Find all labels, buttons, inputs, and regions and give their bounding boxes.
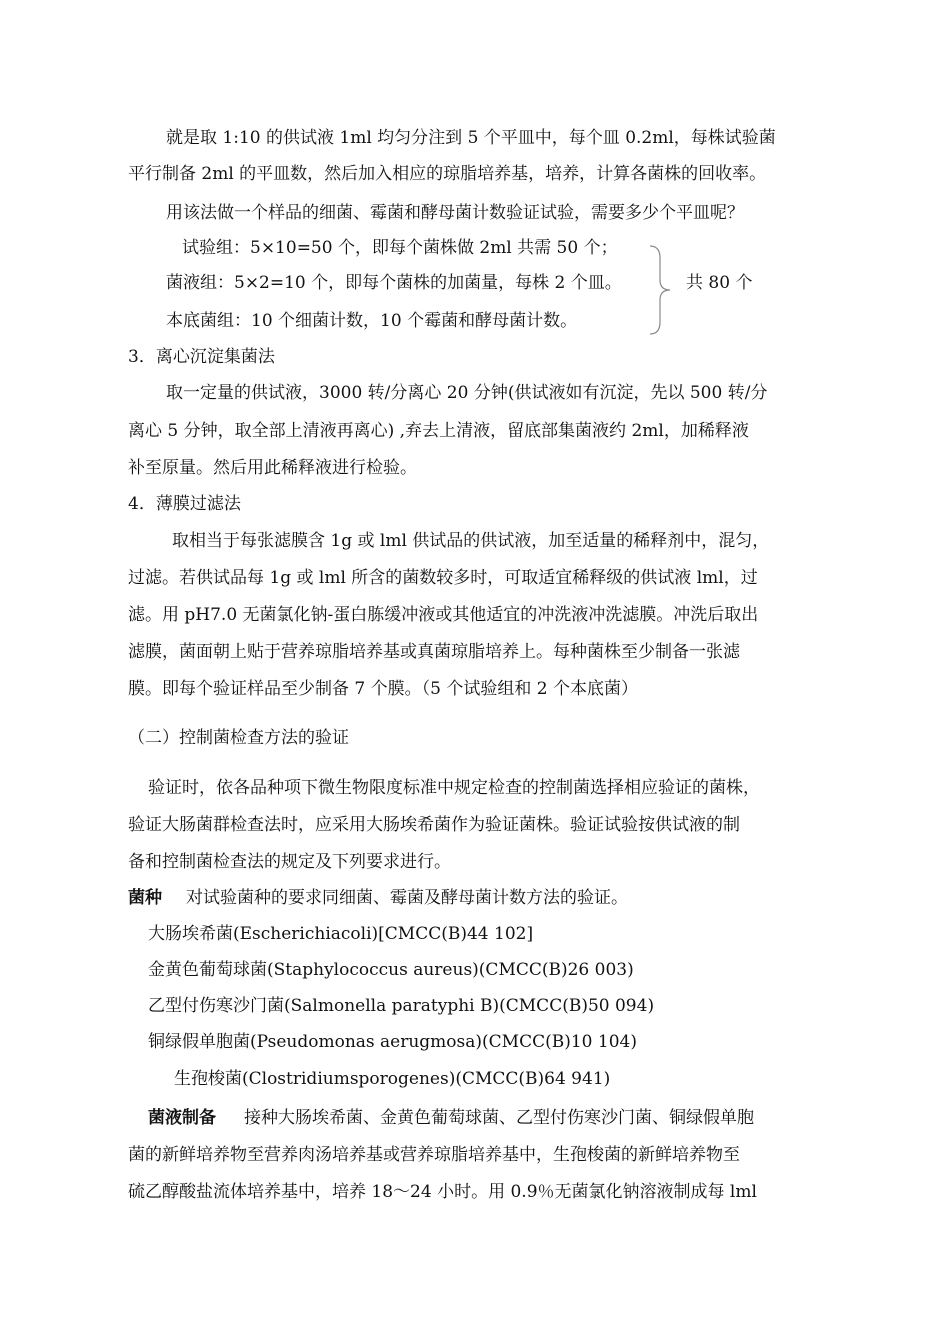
right-brace-icon [648,244,672,336]
strain-item: 生孢梭菌(Clostridiumsporogenes)(CMCC(B)64 941) [174,1069,611,1089]
strain-item: 乙型付伤寒沙门菌(Salmonella paratyphi B)(CMCC(B)50 094) [148,996,655,1016]
strain-text: 对试验菌种的要求同细菌、霉菌及酵母菌计数方法的验证。 [186,888,628,908]
paragraph-line: 滤。用 pH7.0 无菌氯化钠-蛋白胨缓冲液或其他适宜的冲洗液冲洗滤膜。冲洗后取出 [128,605,759,625]
paragraph-line: 接种大肠埃希菌、金黄色葡萄球菌、乙型付伤寒沙门菌、铜绿假单胞 [244,1108,754,1128]
paragraph-line: 备和控制菌检查法的规定及下列要求进行。 [128,852,451,872]
paragraph-line: 硫乙醇酸盐流体培养基中，培养 18～24 小时。用 0.9％无菌氯化钠溶液制成每 lml [128,1182,757,1202]
strain-item: 金黄色葡萄球菌(Staphylococcus aureus)(CMCC(B)26 003) [148,960,634,980]
background-group-line: 本底菌组：10 个细菌计数，10 个霉菌和酵母菌计数。 [166,311,578,331]
test-group-line: 试验组：5×10=50 个，即每个菌株做 2ml 共需 50 个； [182,238,618,258]
bacteria-group-line: 菌液组：5×2=10 个，即每个菌株的加菌量，每株 2 个皿。 [166,273,622,293]
paragraph-line: 滤膜，菌面朝上贴于营养琼脂培养基或真菌琼脂培养上。每种菌株至少制备一张滤 [128,642,740,662]
prep-label: 菌液制备 [148,1108,216,1128]
paragraph-line: 用该法做一个样品的细菌、霉菌和酵母菌计数验证试验，需要多少个平皿呢？ [166,203,744,223]
paragraph-line: 取一定量的供试液，3000 转/分离心 20 分钟(供试液如有沉淀，先以 500 转/分 [166,383,768,403]
paragraph-line: 验证时，依各品种项下微生物限度标准中规定检查的控制菌选择相应验证的菌株， [148,778,760,798]
paragraph-line: 膜。即每个验证样品至少制备 7 个膜。（5 个试验组和 2 个本底菌） [128,679,638,699]
strain-item: 大肠埃希菌(Escherichiacoli)[CMCC(B)44 102] [148,924,534,944]
paragraph-line: 过滤。若供试品每 1g 或 lml 所含的菌数较多时，可取适宜稀释级的供试液 lml，过 [128,568,758,588]
section-heading: 3．离心沉淀集菌法 [128,347,275,367]
strain-item: 铜绿假单胞菌(Pseudomonas aerugmosa)(CMCC(B)10 104) [148,1032,637,1052]
section-heading: 4．薄膜过滤法 [128,494,241,514]
paragraph-line: 菌的新鲜培养物至营养肉汤培养基或营养琼脂培养基中，生孢梭菌的新鲜培养物至 [128,1145,740,1165]
section-heading: （二）控制菌检查方法的验证 [128,728,349,748]
paragraph-line: 离心 5 分钟，取全部上清液再离心) ,弃去上清液，留底部集菌液约 2ml，加稀释液 [128,421,749,441]
paragraph-line: 取相当于每张滤膜含 1g 或 lml 供试品的供试液，加至适量的稀释剂中，混匀， [172,531,770,551]
strain-label: 菌种 [128,888,162,908]
paragraph-line: 平行制备 2ml 的平皿数，然后加入相应的琼脂培养基，培养，计算各菌株的回收率。 [128,164,767,184]
paragraph-line: 验证大肠菌群检查法时，应采用大肠埃希菌作为验证菌株。验证试验按供试液的制 [128,815,740,835]
total-count: 共 80 个 [686,273,753,293]
paragraph-line: 就是取 1:10 的供试液 1ml 均匀分注到 5 个平皿中，每个皿 0.2ml，每株试验菌 [166,128,776,148]
paragraph-line: 补至原量。然后用此稀释液进行检验。 [128,458,417,478]
